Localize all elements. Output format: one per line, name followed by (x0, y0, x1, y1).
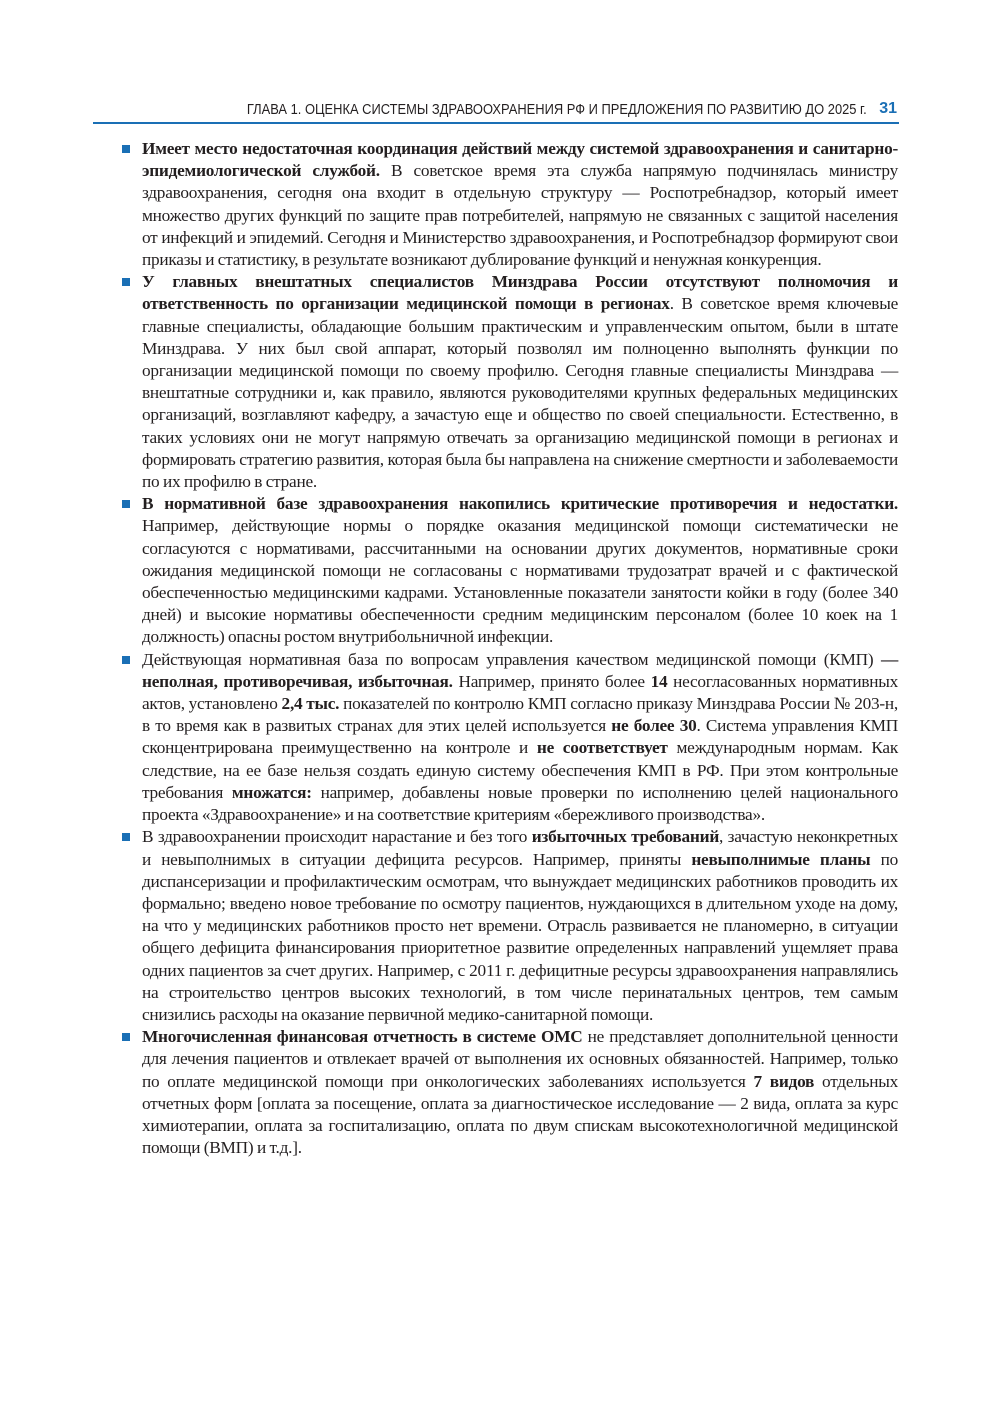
running-header (93, 100, 899, 124)
bold-text: — неполная, противоречивая, избыточная. (142, 649, 898, 691)
text-run: В здравоохранении происходит нарастание и без того (142, 827, 532, 847)
bold-text: 2,4 тыс. (281, 694, 340, 714)
square-bullet-icon (122, 145, 130, 153)
text-run: несогласованных нормативных актов, установлено (142, 671, 898, 714)
bold-text: В нормативной базе здравоохранения накопились критические противоречия и недостатки. (142, 494, 898, 514)
bullet-paragraph (142, 271, 898, 493)
text-run: В советское время эта служба напрямую подчинялась министру здравоохранения, сегодня она входит в отдельную структуру — Роспотребнадзор, который имеет множество других функций по защите прав потребителей, напрямую не связанных с защитой населения от инфекций и эпидемий. Сегодня и Министерство здравоохранения, и Роспотребнадзор формируют свои приказы и статистику, в результате возникают дублирование функций и ненужная конкуренция. (142, 161, 898, 270)
bold-text: 7 видов (753, 1071, 815, 1091)
bold-text: избыточных требований (531, 827, 720, 847)
text-run: по диспансеризации и профилактическим осмотрам, что вынуждает медицинских работников проводить их формально; введено новое требование по осмотру пациентов, нуждающихся в длительном уходе на дому, на что у медицинских работников просто нет времени. Отрасль развивается не планомерно, в ситуации общего дефицита финансирования приоритетное развитие определенных направлений ущемляет права одних пациентов за счет других. Например, с 2011 г. дефицитные ресурсы здравоохранения направлялись на строительство центров высоких технологий, в том числе перинатальных центров, тем самым снизились расходы на оказание первичной медико-санитарной помощи. (142, 849, 898, 1024)
bold-text: не более 30 (611, 716, 697, 736)
bullet-paragraph (142, 826, 898, 1026)
chapter-title: ГЛАВА 1. ОЦЕНКА СИСТЕМЫ ЗДРАВООХРАНЕНИЯ РФ И ПРЕДЛОЖЕНИЯ ПО РАЗВИТИЮ ДО 2025 г. (247, 101, 867, 118)
bold-text: не соответствует (536, 738, 668, 758)
bold-text: Имеет место недостаточная координация действий между системой здравоохранения и санитарно-эпидемиологической службой. (142, 139, 898, 181)
bold-text: Многочисленная финансовая отчетность в системе ОМС (142, 1027, 583, 1047)
text-run: Например, принято более (452, 671, 651, 691)
text-run: . В советское время ключевые главные специалисты, обладающие большим практическим и управленческим опытом, были в штате Минздрава. У них был свой аппарат, который позволял им полноценно выполнять функции по организации медицинской помощи по своему профилю. Сегодня главные специалисты Минздрава — внештатные сотрудники и, как правило, являются руководителями крупных федеральных медицинских организаций, возглавляют кафедру, а зачастую еще и общество по своей специальности. Естественно, в таких условиях они не могут напрямую отвечать за организацию медицинской помощи в регионах и формировать стратегию развития, которая была бы направлена на снижение смертности и заболеваемости по их профилю в стране. (142, 294, 898, 492)
page-number: 31 (879, 100, 897, 117)
text-run: Действующая нормативная база по вопросам управления качеством медицинской помощи (КМП) (142, 649, 881, 669)
text-run: . Система управления КМП сконцентрирована преимущественно на контроле и (142, 716, 898, 758)
square-bullet-icon (122, 500, 130, 508)
body-text (142, 138, 898, 1159)
text-run: показателей по контролю КМП согласно приказу Минздрава России № 203-н, в то время как в развитых странах для этих целей используется (142, 694, 898, 736)
square-bullet-icon (122, 278, 130, 286)
bold-text: множатся: (231, 782, 312, 802)
bullet-paragraph (142, 649, 898, 827)
bullet-paragraph (142, 1026, 898, 1159)
bold-text: невыполнимые планы (691, 849, 871, 869)
bold-text: У главных внештатных специалистов Минздрава России отсутствуют полномочия и ответственность по организации медицинской помощи в регионах (142, 272, 898, 314)
text-run: международным нормам. Как следствие, на ее базе нельзя создать единую систему обеспечения КМП в РФ. При этом контрольные требования (142, 738, 898, 802)
bullet-paragraph (142, 138, 898, 271)
square-bullet-icon (122, 656, 130, 664)
square-bullet-icon (122, 833, 130, 841)
square-bullet-icon (122, 1033, 130, 1041)
text-run: Например, действующие нормы о порядке оказания медицинской помощи систематически не согласуются с нормативами, рассчитанными на основании других документов, нормативные сроки ожидания медицинской помощи не согласованы с нормативами трудозатрат врачей и с фактической обеспеченностью медицинскими кадрами. Установленные показатели занятости койки в году (более 340 дней) и высокие нормативы обеспеченности средним медицинским персоналом (более 10 коек на 1 должность) опасны ростом внутрибольничной инфекции. (142, 516, 898, 647)
bullet-paragraph (142, 493, 898, 648)
text-run: например, добавлены новые проверки по исполнению целей национального проекта «Здравоохранение» и на соответствие критериям «бережливого производства». (142, 782, 898, 825)
bold-text: 14 (650, 671, 668, 691)
text-run: не представляет дополнительной ценности для лечения пациентов и отвлекает врачей от выполнения их основных обязанностей. Например, только по оплате медицинской помощи при онкологических заболеваниях используется (142, 1027, 898, 1091)
text-run: , зачастую неконкретных и невыполнимых в ситуации дефицита ресурсов. Например, приняты (142, 827, 898, 869)
text-run: отдельных отчетных форм [оплата за посещение, оплата за диагностическое исследование — 2 вида, оплата за курс химиотерапии, оплата за госпитализацию, оплата по двум спискам высокотехнологичной медицинской помощи (ВМП) и т.д.]. (142, 1071, 898, 1158)
